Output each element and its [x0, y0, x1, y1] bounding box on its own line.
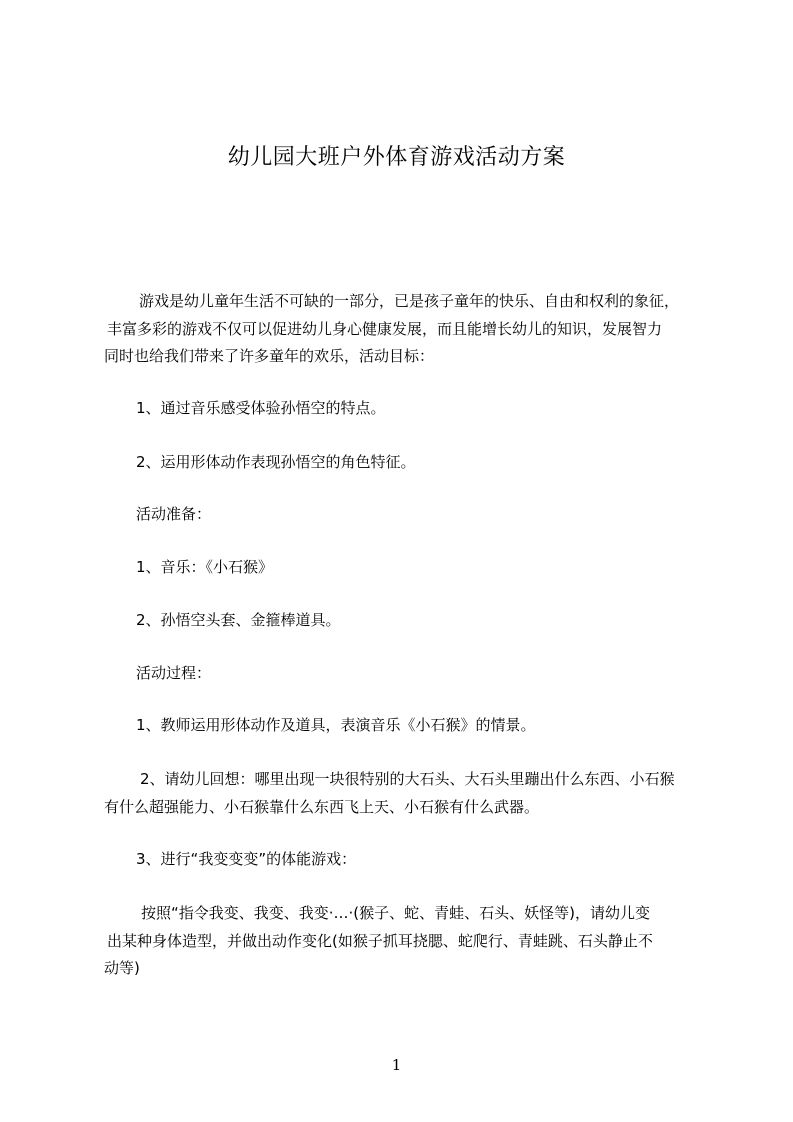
game-rule-line-2: 出某种身体造型，并做出动作变化(如猴子抓耳挠腮、蛇爬行、青蛙跳、石头静止不 [107, 932, 653, 950]
process-heading: 活动过程： [136, 664, 212, 682]
page-number: 1 [391, 1056, 402, 1074]
preparation-heading: 活动准备： [136, 505, 212, 523]
intro-line-2: 丰富多彩的游戏不仅可以促进幼儿身心健康发展，而且能增长幼儿的知识，发展智力 [107, 320, 663, 338]
intro-line-1: 游戏是幼儿童年生活不可缺的一部分，已是孩子童年的快乐、自由和权利的象征， [139, 292, 680, 310]
process-step-1: 1、教师运用形体动作及道具，表演音乐《小石猴》的情景。 [136, 716, 536, 734]
game-rule-line-1: 按照“指令我变、我变、我变·…·(猴子、蛇、青蛙、石头、妖怪等)，请幼儿变 [141, 904, 651, 922]
process-step-2-line-1: 2、请幼儿回想：哪里出现一块很特别的大石头、大石头里蹦出什么东西、小石猴 [140, 770, 675, 788]
intro-line-3: 同时也给我们带来了许多童年的欢乐，活动目标： [104, 347, 435, 365]
document-title: 幼儿园大班户外体育游戏活动方案 [227, 145, 566, 170]
process-step-3: 3、进行“我变变变”的体能游戏： [136, 850, 357, 868]
preparation-item-1: 1、音乐：《小石猴》 [136, 558, 274, 576]
preparation-item-2: 2、孙悟空头套、金箍棒道具。 [136, 611, 341, 629]
process-step-2-line-2: 有什么超强能力、小石猴靠什么东西飞上天、小石猴有什么武器。 [104, 798, 540, 816]
goal-item-1: 1、通过音乐感受体验孙悟空的特点。 [136, 399, 386, 417]
game-rule-line-3: 动等) [104, 959, 140, 977]
goal-item-2: 2、运用形体动作表现孙悟空的角色特征。 [136, 453, 416, 471]
